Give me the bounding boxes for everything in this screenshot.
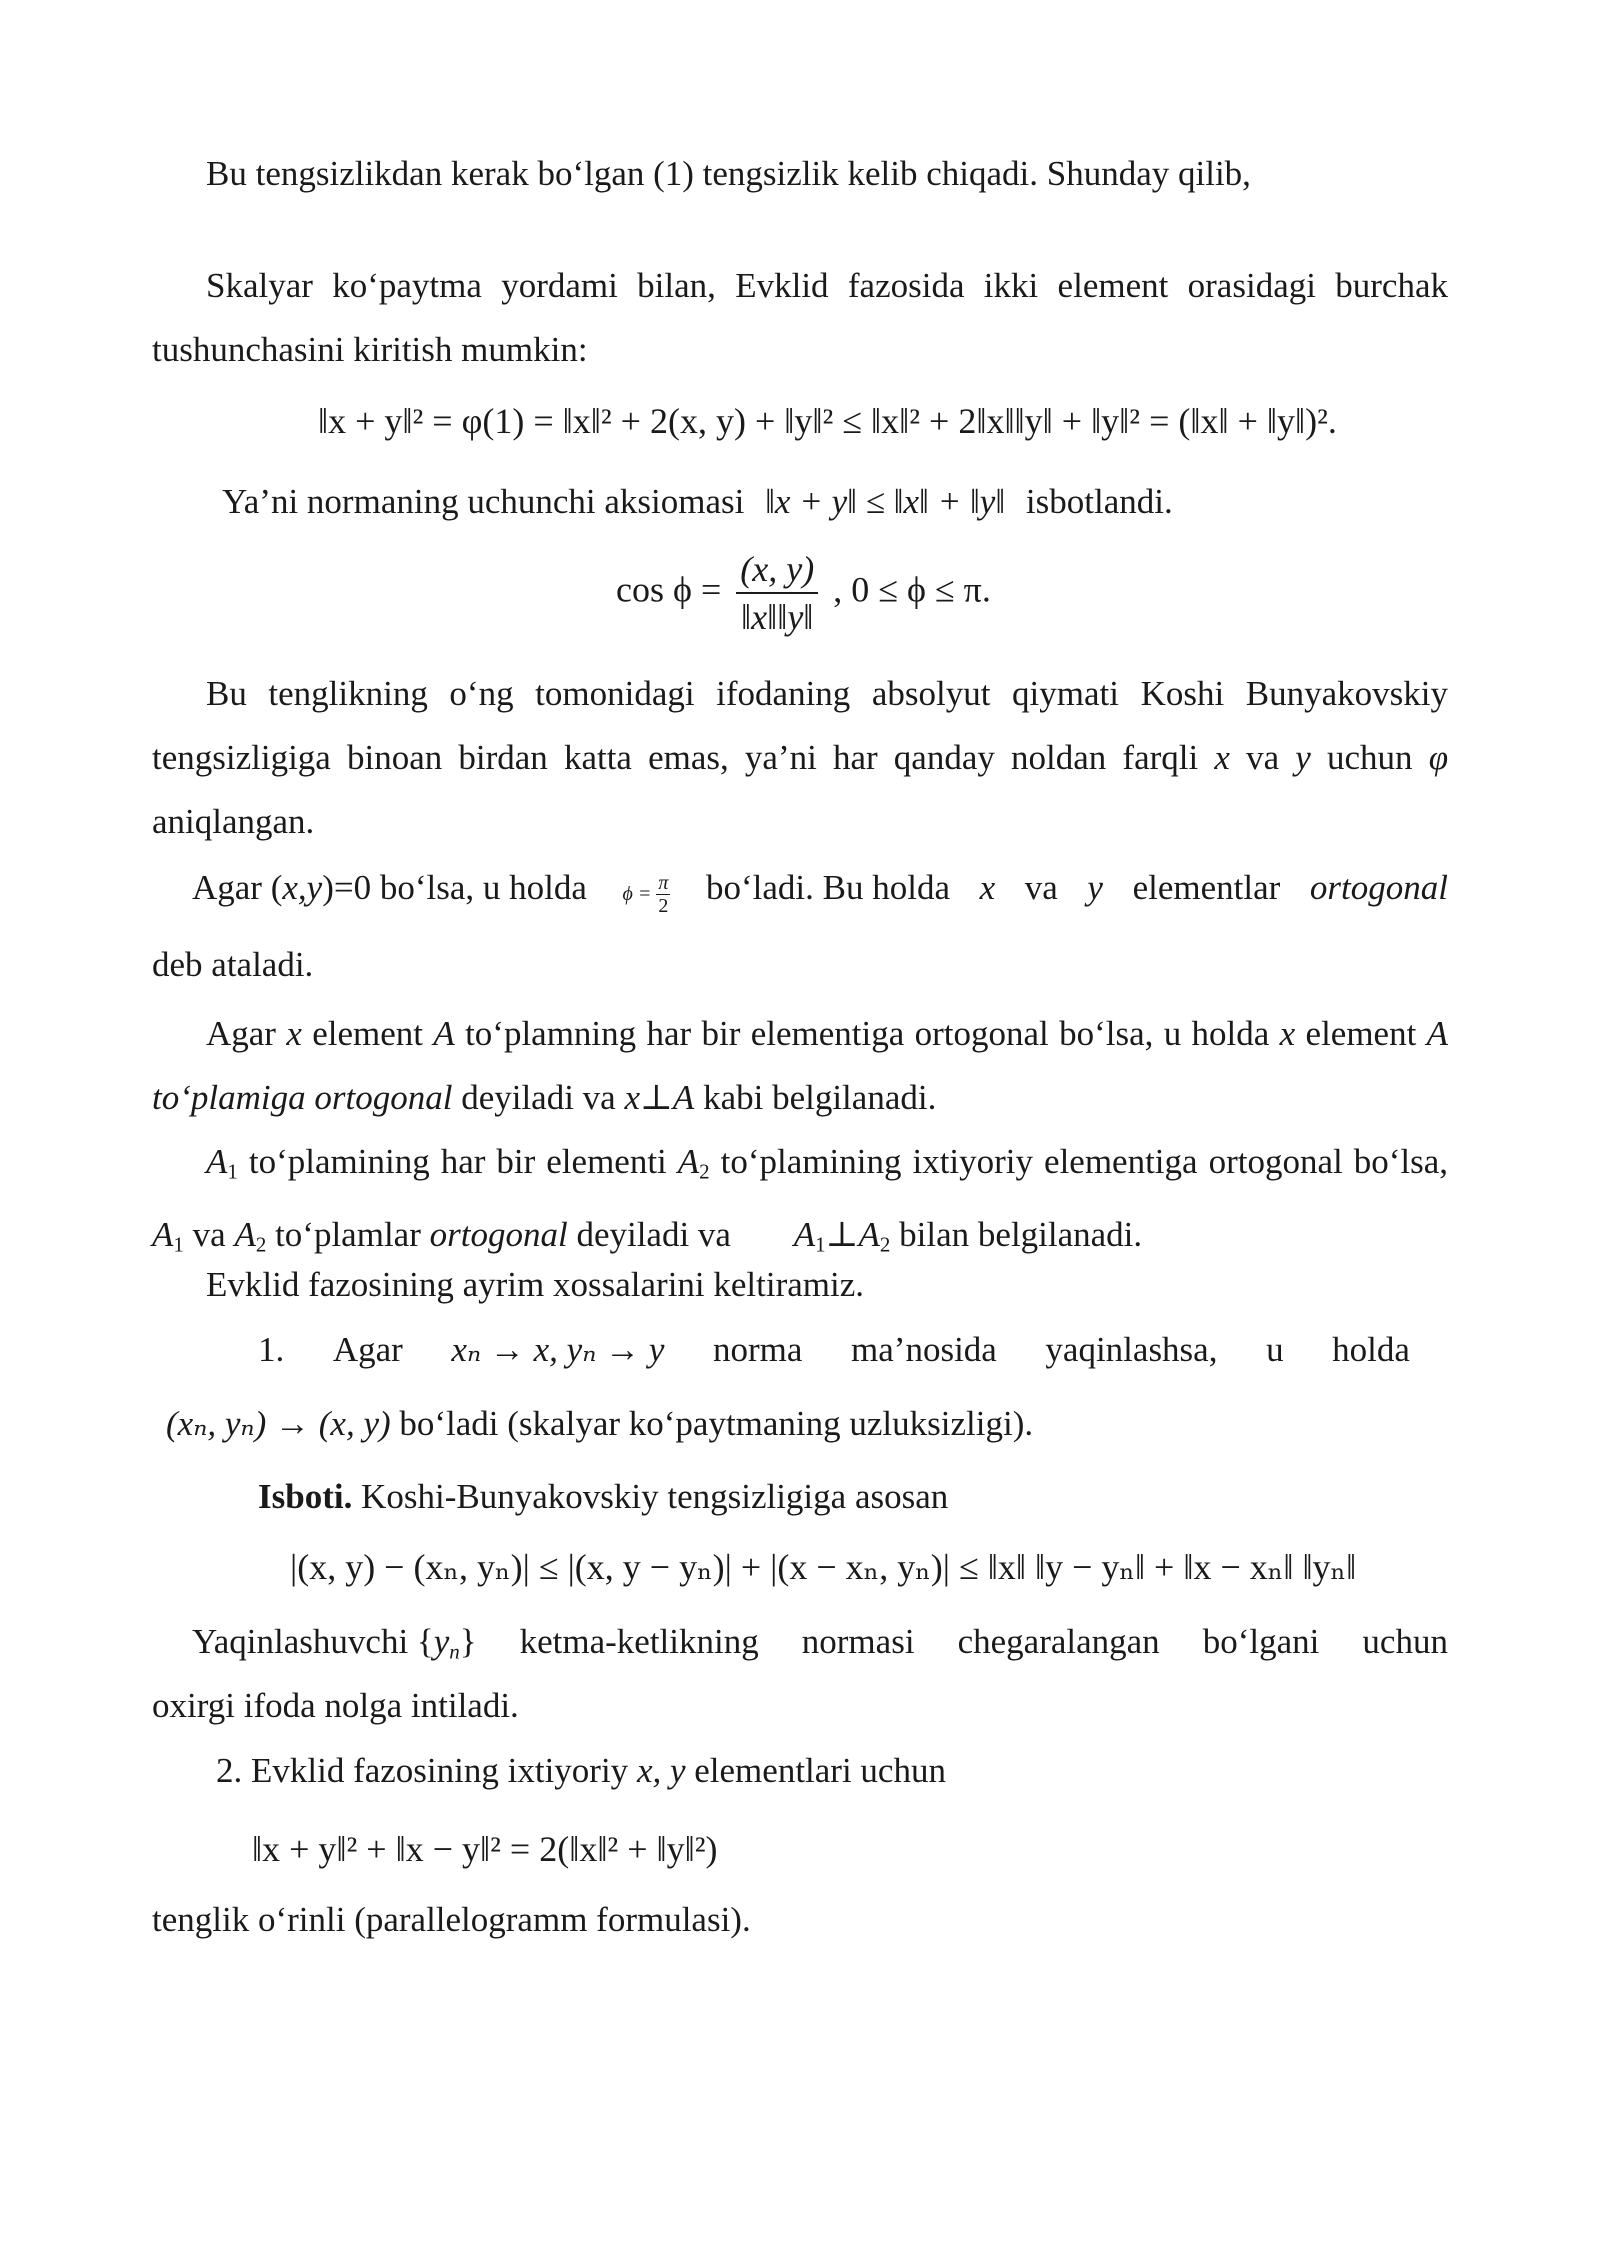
- p5-word-ortogonal: ortogonal: [1309, 868, 1448, 907]
- p7-sub-5: 1: [815, 1232, 826, 1257]
- p5-phi-lhs: ϕ =: [622, 883, 652, 906]
- p7-text-c: to‘plamlar: [275, 1215, 421, 1255]
- p5-pi: π: [658, 871, 669, 894]
- formula-triangle-inequality-proof: ‖x + y‖² = φ(1) = ‖x‖² + 2(x, y) + ‖y‖² ≤ ‖x‖² + 2‖x‖‖y‖ + ‖y‖² = (‖x‖ + ‖y‖)².: [318, 401, 1337, 441]
- p7-var-A2-b: A: [234, 1215, 256, 1255]
- p4-word-uchun: uchun: [1326, 738, 1413, 777]
- p7-word-va: va: [192, 1215, 226, 1255]
- p7-var-A1-c: A: [793, 1215, 816, 1255]
- p7-word-ortogonal: ortogonal: [429, 1215, 568, 1255]
- p9-word-1: Yaqinlashuvchi $\{y_n\}$: [192, 1622, 477, 1664]
- l1-convergence-formula: xₙ → x, yₙ → y: [451, 1330, 665, 1369]
- p6-agar: Agar: [206, 1014, 276, 1053]
- p5-agar: [192, 868, 587, 908]
- proof-label: Isboti.: [258, 1477, 353, 1516]
- p7-text-b: to‘plamining ixtiyoriy elementiga ortogonal bo‘lsa,: [720, 1142, 1448, 1181]
- paragraph-1: Bu tengsizlikdan kerak bo‘lgan (1) tengsizlik kelib chiqadi. Shunday qilib,: [206, 154, 1251, 193]
- l1-norma: norma: [713, 1330, 803, 1369]
- formula-parallelogram: ‖x + y‖² + ‖x − y‖² = 2(‖x‖² + ‖y‖²): [252, 1829, 718, 1869]
- paragraph-5-line-2: deb ataladi.: [152, 945, 314, 984]
- p7-text-e: bilan belgilanadi.: [899, 1215, 1143, 1255]
- l2-text-b: elementlari uchun: [694, 1751, 946, 1790]
- p6-term-orthogonal-to-set: A to‘plamiga ortogonal: [152, 1014, 1449, 1117]
- p5-text-a: Agar (: [192, 868, 283, 907]
- l1-u: u: [1266, 1330, 1284, 1369]
- p7-text-d: deyiladi va: [576, 1215, 731, 1255]
- p5-var-y: y: [1087, 868, 1103, 907]
- p9-filler-3: chegaralangan: [957, 1622, 1160, 1661]
- l1-continuity-text: bo‘ladi (skalyar ko‘paytmaning uzluksizligi).: [399, 1404, 1034, 1443]
- paragraph-3: [222, 482, 1173, 522]
- list-number-1: 1.: [258, 1330, 285, 1369]
- p4-var-x: x: [1214, 738, 1230, 777]
- p5-pi-frac: [656, 872, 670, 917]
- l1-holda: holda: [1332, 1330, 1410, 1369]
- paragraph-9-line-2: oxirgi ifoda nolga intiladi.: [152, 1686, 519, 1725]
- p7-sub-1: 1: [227, 1159, 238, 1184]
- p9-filler: ketma-ketlikning: [519, 1622, 759, 1661]
- l1-yaqinlashsa: yaqinlashsa,: [1045, 1330, 1218, 1369]
- paragraph-6: [152, 1002, 1448, 1130]
- p6-text-c: to‘plamning har bir elementiga ortogonal bo‘lsa, u holda: [465, 1014, 1270, 1053]
- l1-agar: Agar: [332, 1330, 403, 1369]
- p3-inline-formula: ‖x + y‖ ≤ ‖x‖ + ‖y‖: [765, 482, 1006, 521]
- proof-text: Koshi-Bunyakovskiy tengsizligiga asosan: [361, 1477, 949, 1516]
- p6-word-element: element: [312, 1014, 423, 1053]
- paragraph-5-line-1: [192, 868, 1448, 917]
- p7-sub-2: 2: [699, 1159, 710, 1184]
- p6-text-f: kabi belgilanadi.: [703, 1078, 937, 1117]
- cos-range: , 0 ≤ ϕ ≤ π.: [833, 569, 991, 610]
- proof-line: [258, 1477, 948, 1517]
- p9-var-y: y: [433, 1622, 450, 1661]
- p6-text-e: deyiladi va: [461, 1078, 616, 1117]
- p4-var-y: y: [1295, 738, 1311, 777]
- paragraph-2: Skalyar ko‘paytma yordami bilan, Evklid fazosida ikki element orasidagi burchak tushunchasini kiritish mumkin:: [152, 266, 1448, 369]
- paragraph-10: tenglik o‘rinli (parallelogramm formulasi).: [152, 1900, 751, 1939]
- p6-var-x: x: [286, 1014, 302, 1053]
- p4-var-phi: φ: [1428, 738, 1449, 777]
- cos-numerator: (x, y): [736, 548, 818, 594]
- p7-perp-symbol: ⊥: [825, 1215, 859, 1255]
- p5-var-xy: x,y: [282, 868, 323, 907]
- p3-text-before: Ya’ni normaning uchunchi aksiomasi: [222, 482, 745, 521]
- p4-word-va: va: [1246, 738, 1280, 777]
- paragraph-9-line-1: [192, 1622, 1448, 1664]
- p5-var-x: x: [979, 868, 996, 907]
- p6-perp-symbol: x⊥A: [624, 1078, 695, 1117]
- p7-var-A1: A: [206, 1142, 228, 1181]
- p5-text-b: )=0 bo‘lsa, u holda: [322, 868, 587, 907]
- p5-two: 2: [658, 894, 669, 917]
- p4-text: Bu tenglikning o‘ng tomonidagi ifodaning absolyut qiymati Koshi Bunyakovskiy tengsizligiga binoan birdan katta emas, ya’ni har qanday noldan farqli: [152, 674, 1448, 777]
- cos-denominator: ‖x‖‖y‖: [741, 597, 814, 637]
- p7-var-A1-b: A: [152, 1215, 174, 1255]
- p7-sub-6: 2: [879, 1232, 891, 1257]
- p9-text-a: Yaqinlashuvchi {: [192, 1622, 434, 1661]
- list-item-1-line-1: [258, 1330, 1410, 1370]
- paragraph-8: Evklid fazosining ayrim xossalarini keltiramiz.: [206, 1265, 865, 1304]
- p3-text-after: isbotlandi.: [1025, 482, 1173, 521]
- p7-sub-3: 1: [173, 1232, 184, 1257]
- p9-filler-4: bo‘lgani: [1202, 1622, 1320, 1661]
- list-item-2: [216, 1751, 946, 1791]
- p7-text-a: to‘plamining har bir elementi: [248, 1142, 667, 1181]
- p6-var-A: A: [433, 1014, 455, 1053]
- l2-text-a: 2. Evklid fazosining ixtiyoriy: [216, 1751, 629, 1790]
- p6-var-x2: x: [1279, 1014, 1296, 1053]
- formula-cauchy-estimate: |(x, y) − (xₙ, yₙ)| ≤ |(x, y − yₙ)| + |(x − xₙ, yₙ)| ≤ ‖x‖ ‖y − yₙ‖ + ‖x − xₙ‖ ‖yₙ‖: [290, 1547, 1357, 1587]
- p9-filler-5: uchun: [1362, 1622, 1448, 1661]
- cos-lhs: cos ϕ =: [616, 569, 722, 610]
- p9-filler-2: normasi: [801, 1622, 915, 1661]
- p9-sub-n: n: [449, 1639, 460, 1664]
- p5-phi-equals-pi-over-2: [623, 872, 671, 917]
- p5-word-va: va: [1024, 868, 1058, 907]
- formula-cosine-angle: [616, 548, 991, 638]
- list-item-1-line-2: [166, 1404, 1033, 1444]
- p5-text-c: bo‘ladi. Bu holda: [706, 868, 950, 907]
- l1-manosida: ma’nosida: [851, 1330, 997, 1369]
- p7-var-A2: A: [677, 1142, 700, 1181]
- paragraph-4: [152, 662, 1448, 854]
- p7-var-A2-c: A: [858, 1215, 880, 1255]
- cos-fraction: [736, 548, 818, 638]
- p4-text-end: aniqlangan.: [152, 802, 315, 841]
- l2-vars: x, y: [636, 1751, 686, 1790]
- p7-sub-4: 2: [255, 1232, 267, 1257]
- paragraph-7: [152, 1130, 1448, 1277]
- p6-word-element2: element: [1305, 1014, 1417, 1053]
- l1-limit-formula: (xₙ, yₙ) → (x, y): [166, 1404, 391, 1443]
- p5-word-elementlar: elementlar: [1132, 868, 1281, 907]
